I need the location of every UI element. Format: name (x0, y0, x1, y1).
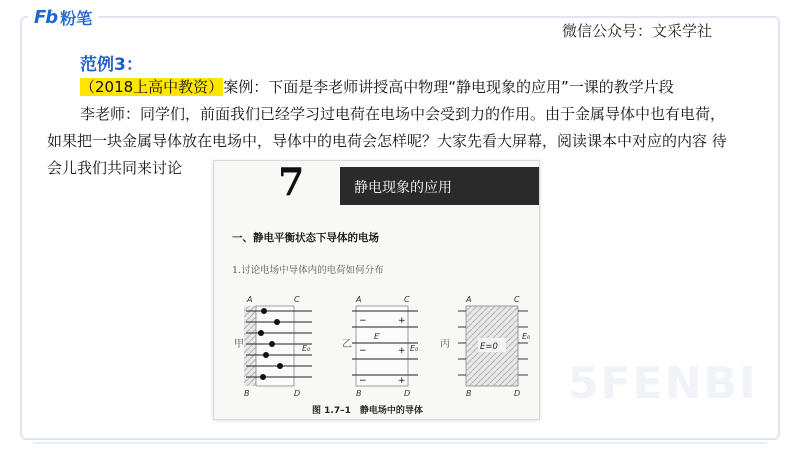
brand-logo-name: 粉笔 (60, 8, 93, 28)
panel-bing (440, 295, 531, 398)
textbook-figure (214, 161, 539, 419)
panel-bing-corner-c: C (514, 295, 520, 304)
panel-yi-inner-label: E′ (374, 332, 381, 341)
svg-text:+: + (398, 376, 406, 386)
panel-bing-inner-label: E=0 (480, 342, 498, 352)
svg-text:−: − (359, 376, 367, 386)
panel-bing-corner-b: B (466, 389, 472, 398)
dialogue-line-1: 李老师：同学们，前面我们已经学习过电荷在电场中会受到力的作用。由于金属导体中也有电荷， (80, 105, 726, 123)
panel-jia-label: 甲 (234, 339, 244, 350)
chapter-number: 7 (278, 161, 305, 204)
panel-jia-corner-d: D (294, 389, 301, 398)
chapter-title: 静电现象的应用 (354, 180, 452, 196)
wechat-account-label: 微信公众号：文采学社 (562, 22, 713, 40)
svg-text:−: − (359, 316, 367, 326)
exam-source-tag: （2018上高中教资） (80, 78, 224, 96)
example-intro-line (80, 74, 674, 101)
panel-yi (342, 295, 419, 398)
panel-bing-field-label: E₀ (522, 332, 531, 341)
panel-yi-corner-d: D (404, 389, 411, 398)
panel-bing-label: 丙 (440, 339, 450, 350)
panel-jia-field-label: E₀ (302, 344, 311, 353)
svg-text:+: + (398, 316, 406, 326)
panel-jia (234, 295, 312, 398)
brand-logo (28, 6, 98, 28)
panel-yi-corner-a: A (356, 295, 362, 304)
fenbi-watermark: 5FENBI (568, 358, 758, 409)
textbook-image (213, 160, 540, 420)
panel-yi-label: 乙 (342, 339, 352, 350)
example-title: 范例3： (80, 55, 143, 75)
panel-jia-corner-a: A (247, 295, 253, 304)
panel-yi-field-label: E₀ (410, 344, 419, 353)
svg-text:+: + (398, 346, 406, 356)
brand-logo-mark: Fb (34, 6, 58, 28)
example-intro-text: 案例：下面是李老师讲授高中物理“静电现象的应用”一课的教学片段 (223, 78, 674, 96)
panel-bing-corner-a: A (466, 295, 472, 304)
panel-bing-corner-d: D (514, 389, 521, 398)
dialogue-line-2: 如果把一块金属导体放在电场中，导体中的电荷会怎样呢？大家先看大屏幕，阅读课本中对应的内容 待 (47, 132, 727, 150)
figure-caption: 图 1.7–1 静电场中的导体 (312, 406, 423, 416)
panel-jia-corner-c: C (294, 295, 300, 304)
section-title: 一、静电平衡状态下导体的电场 (232, 232, 379, 244)
dialogue-line-3: 会儿我们共同来讨论 (47, 159, 183, 177)
svg-text:−: − (359, 346, 367, 356)
section-question: 1.讨论电场中导体内的电荷如何分布 (232, 265, 384, 276)
panel-jia-corner-b: B (244, 389, 250, 398)
panel-yi-corner-b: B (356, 389, 362, 398)
panel-yi-corner-c: C (404, 295, 410, 304)
